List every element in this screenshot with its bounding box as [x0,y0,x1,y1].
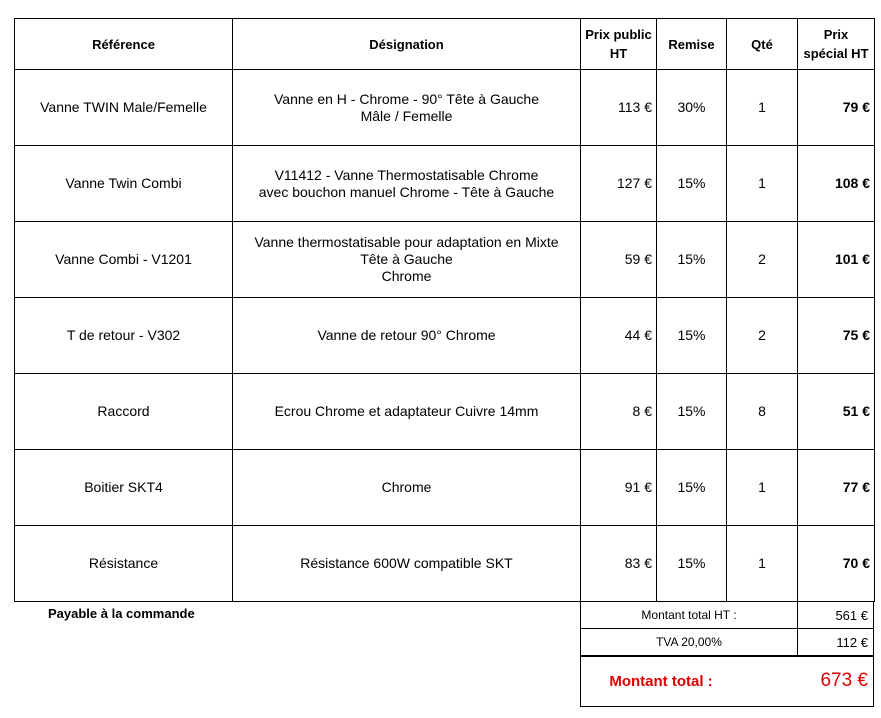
cell-qte: 2 [727,298,798,374]
cell-prix-public: 91 € [581,450,657,526]
cell-prix-special: 108 € [798,146,875,222]
cell-prix-public: 59 € [581,222,657,298]
header-qte: Qté [727,19,798,70]
cell-designation: Chrome [233,450,581,526]
cell-prix-special: 70 € [798,526,875,602]
subtotal-label: Montant total HT : [641,608,737,622]
cell-remise: 30% [657,70,727,146]
cell-designation: Ecrou Chrome et adaptateur Cuivre 14mm [233,374,581,450]
cell-qte: 1 [727,70,798,146]
tva-value: 112 € [836,635,868,650]
total-value: 673 € [820,670,868,691]
cell-prix-public: 8 € [581,374,657,450]
cell-qte: 1 [727,146,798,222]
table-row [15,298,875,374]
cell-qte: 1 [727,526,798,602]
header-reference: Référence [15,19,233,70]
header-prix-public: Prix public HT [581,19,657,70]
cell-reference: Vanne TWIN Male/Femelle [15,70,233,146]
subtotal-box [580,602,874,629]
cell-designation: Vanne en H - Chrome - 90° Tête à Gauche Mâle / Femelle [233,70,581,146]
cell-prix-special: 75 € [798,298,875,374]
header-remise: Remise [657,19,727,70]
cell-designation: V11412 - Vanne Thermostatisable Chrome avec bouchon manuel Chrome - Tête à Gauche [233,146,581,222]
quote-table [14,18,875,602]
tva-label: TVA 20,00% [656,635,722,649]
cell-remise: 15% [657,146,727,222]
tva-box [580,628,874,656]
table-row [15,526,875,602]
header-designation: Désignation [233,19,581,70]
cell-reference: Vanne Combi - V1201 [15,222,233,298]
cell-reference: Raccord [15,374,233,450]
cell-designation: Résistance 600W compatible SKT [233,526,581,602]
cell-prix-special: 101 € [798,222,875,298]
header-row [15,19,875,70]
cell-remise: 15% [657,526,727,602]
cell-prix-special: 51 € [798,374,875,450]
payment-terms: Payable à la commande [48,606,195,621]
cell-designation: Vanne thermostatisable pour adaptation en Mixte Tête à Gauche Chrome [233,222,581,298]
total-box [580,656,874,707]
table-row [15,70,875,146]
cell-qte: 1 [727,450,798,526]
subtotal-value: 561 € [835,608,868,623]
cell-qte: 8 [727,374,798,450]
cell-prix-public: 44 € [581,298,657,374]
header-prix-special: Prix spécial HT [798,19,875,70]
cell-prix-public: 113 € [581,70,657,146]
cell-remise: 15% [657,298,727,374]
cell-remise: 15% [657,450,727,526]
table-row [15,222,875,298]
table-row [15,146,875,222]
cell-designation: Vanne de retour 90° Chrome [233,298,581,374]
cell-qte: 2 [727,222,798,298]
cell-reference: Vanne Twin Combi [15,146,233,222]
table-row [15,450,875,526]
cell-remise: 15% [657,374,727,450]
cell-prix-special: 79 € [798,70,875,146]
cell-reference: T de retour - V302 [15,298,233,374]
cell-remise: 15% [657,222,727,298]
cell-prix-public: 127 € [581,146,657,222]
cell-reference: Résistance [15,526,233,602]
cell-prix-special: 77 € [798,450,875,526]
cell-prix-public: 83 € [581,526,657,602]
table-row [15,374,875,450]
cell-reference: Boitier SKT4 [15,450,233,526]
total-label: Montant total : [609,673,713,690]
